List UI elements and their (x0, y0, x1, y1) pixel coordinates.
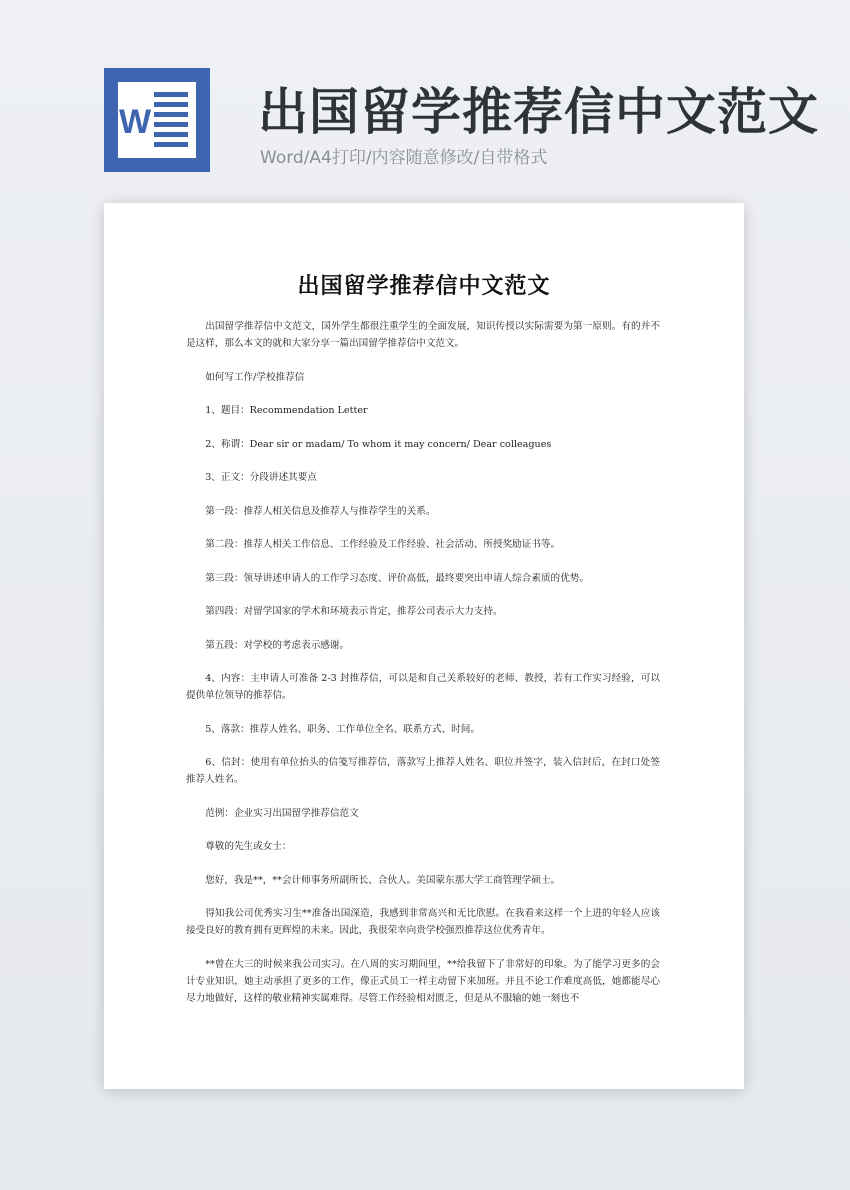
paragraph-greeting: 尊敬的先生或女士： (205, 841, 292, 852)
page-header (0, 0, 850, 200)
paragraph-section-4: 第四段：对留学国家的学术和环境表示肯定，推荐公司表示大力支持。 (205, 606, 503, 617)
paragraph-section-2: 第二段：推荐人相关工作信息、工作经验及工作经验、社会活动、所授奖励证书等。 (205, 539, 561, 550)
paragraph-salutation: 2、称谓：Dear sir or madam/ To whom it may concern/ Dear colleagues (205, 438, 552, 450)
paragraph-envelope: 6、信封：使用有单位抬头的信笺写推荐信，落款写上推荐人姓名、职位并签字，装入信封后，在封口处签推荐人姓名。 (186, 757, 660, 785)
paragraph-section-5: 第五段：对学校的考虑表示感谢。 (205, 639, 350, 651)
paragraph-how-to: 如何写工作/学校推荐信 (205, 371, 305, 383)
paragraph-internship: **曾在大三的时候来我公司实习。在八周的实习期间里，**给我留下了非常好的印象。为了能学习更多的会计专业知识，她主动承担了更多的工作，像正式员工一样主动留下来加班。并且不论工作难度高低，她都能尽心尽力地做好，这样的敬业精神实属难得。尽管工作经验相对匮乏，但是从不服输的她一刻也不 (186, 958, 660, 1004)
paragraph-body: 3、正文：分段讲述其要点 (205, 472, 317, 483)
intro-paragraph: 出国留学推荐信中文范文，国外学生都很注重学生的全面发展，知识传授以实际需要为第一原则。有的并不是这样，那么本文的就和大家分享一篇出国留学推荐信中文范文。 (186, 321, 660, 349)
paragraph-signature: 5、落款：推荐人姓名、职务、工作单位全名、联系方式、时间。 (205, 723, 480, 735)
paragraph-intro-self: 您好，我是**，**会计师事务所副所长、合伙人。美国蒙东那大学工商管理学硕士。 (205, 874, 561, 886)
paragraph-example: 范例：企业实习出国留学推荐信范文 (205, 807, 359, 819)
paragraph-content: 4、内容：主申请人可准备 2-3 封推荐信，可以是和自己关系较好的老师、教授，若有工作实习经验，可以提供单位领导的推荐信。 (186, 673, 660, 701)
paragraph-section-1: 第一段：推荐人相关信息及推荐人与推荐学生的关系。 (205, 505, 436, 517)
document-body (186, 318, 660, 1023)
document-title: 出国留学推荐信中文范文 (297, 274, 551, 299)
page-title: 出国留学推荐信中文范文 (258, 83, 819, 141)
document-page (104, 203, 744, 1089)
paragraph-subject: 1、题目：Recommendation Letter (205, 405, 368, 416)
paragraph-recommend: 得知我公司优秀实习生**准备出国深造，我感到非常高兴和无比欣慰。在我看来这样一个上进的年轻人应该接受良好的教育拥有更辉煌的未来。因此，我很荣幸向贵学校强烈推荐这位优秀青年。 (186, 908, 660, 936)
word-icon (104, 68, 210, 172)
paragraph-section-3: 第三段：领导讲述申请人的工作学习态度、评价高低，最终要突出申请人综合素质的优势。 (205, 572, 589, 584)
word-icon-letter: W (118, 103, 152, 141)
page-subtitle: Word/A4打印/内容随意修改/自带格式 (260, 148, 548, 168)
